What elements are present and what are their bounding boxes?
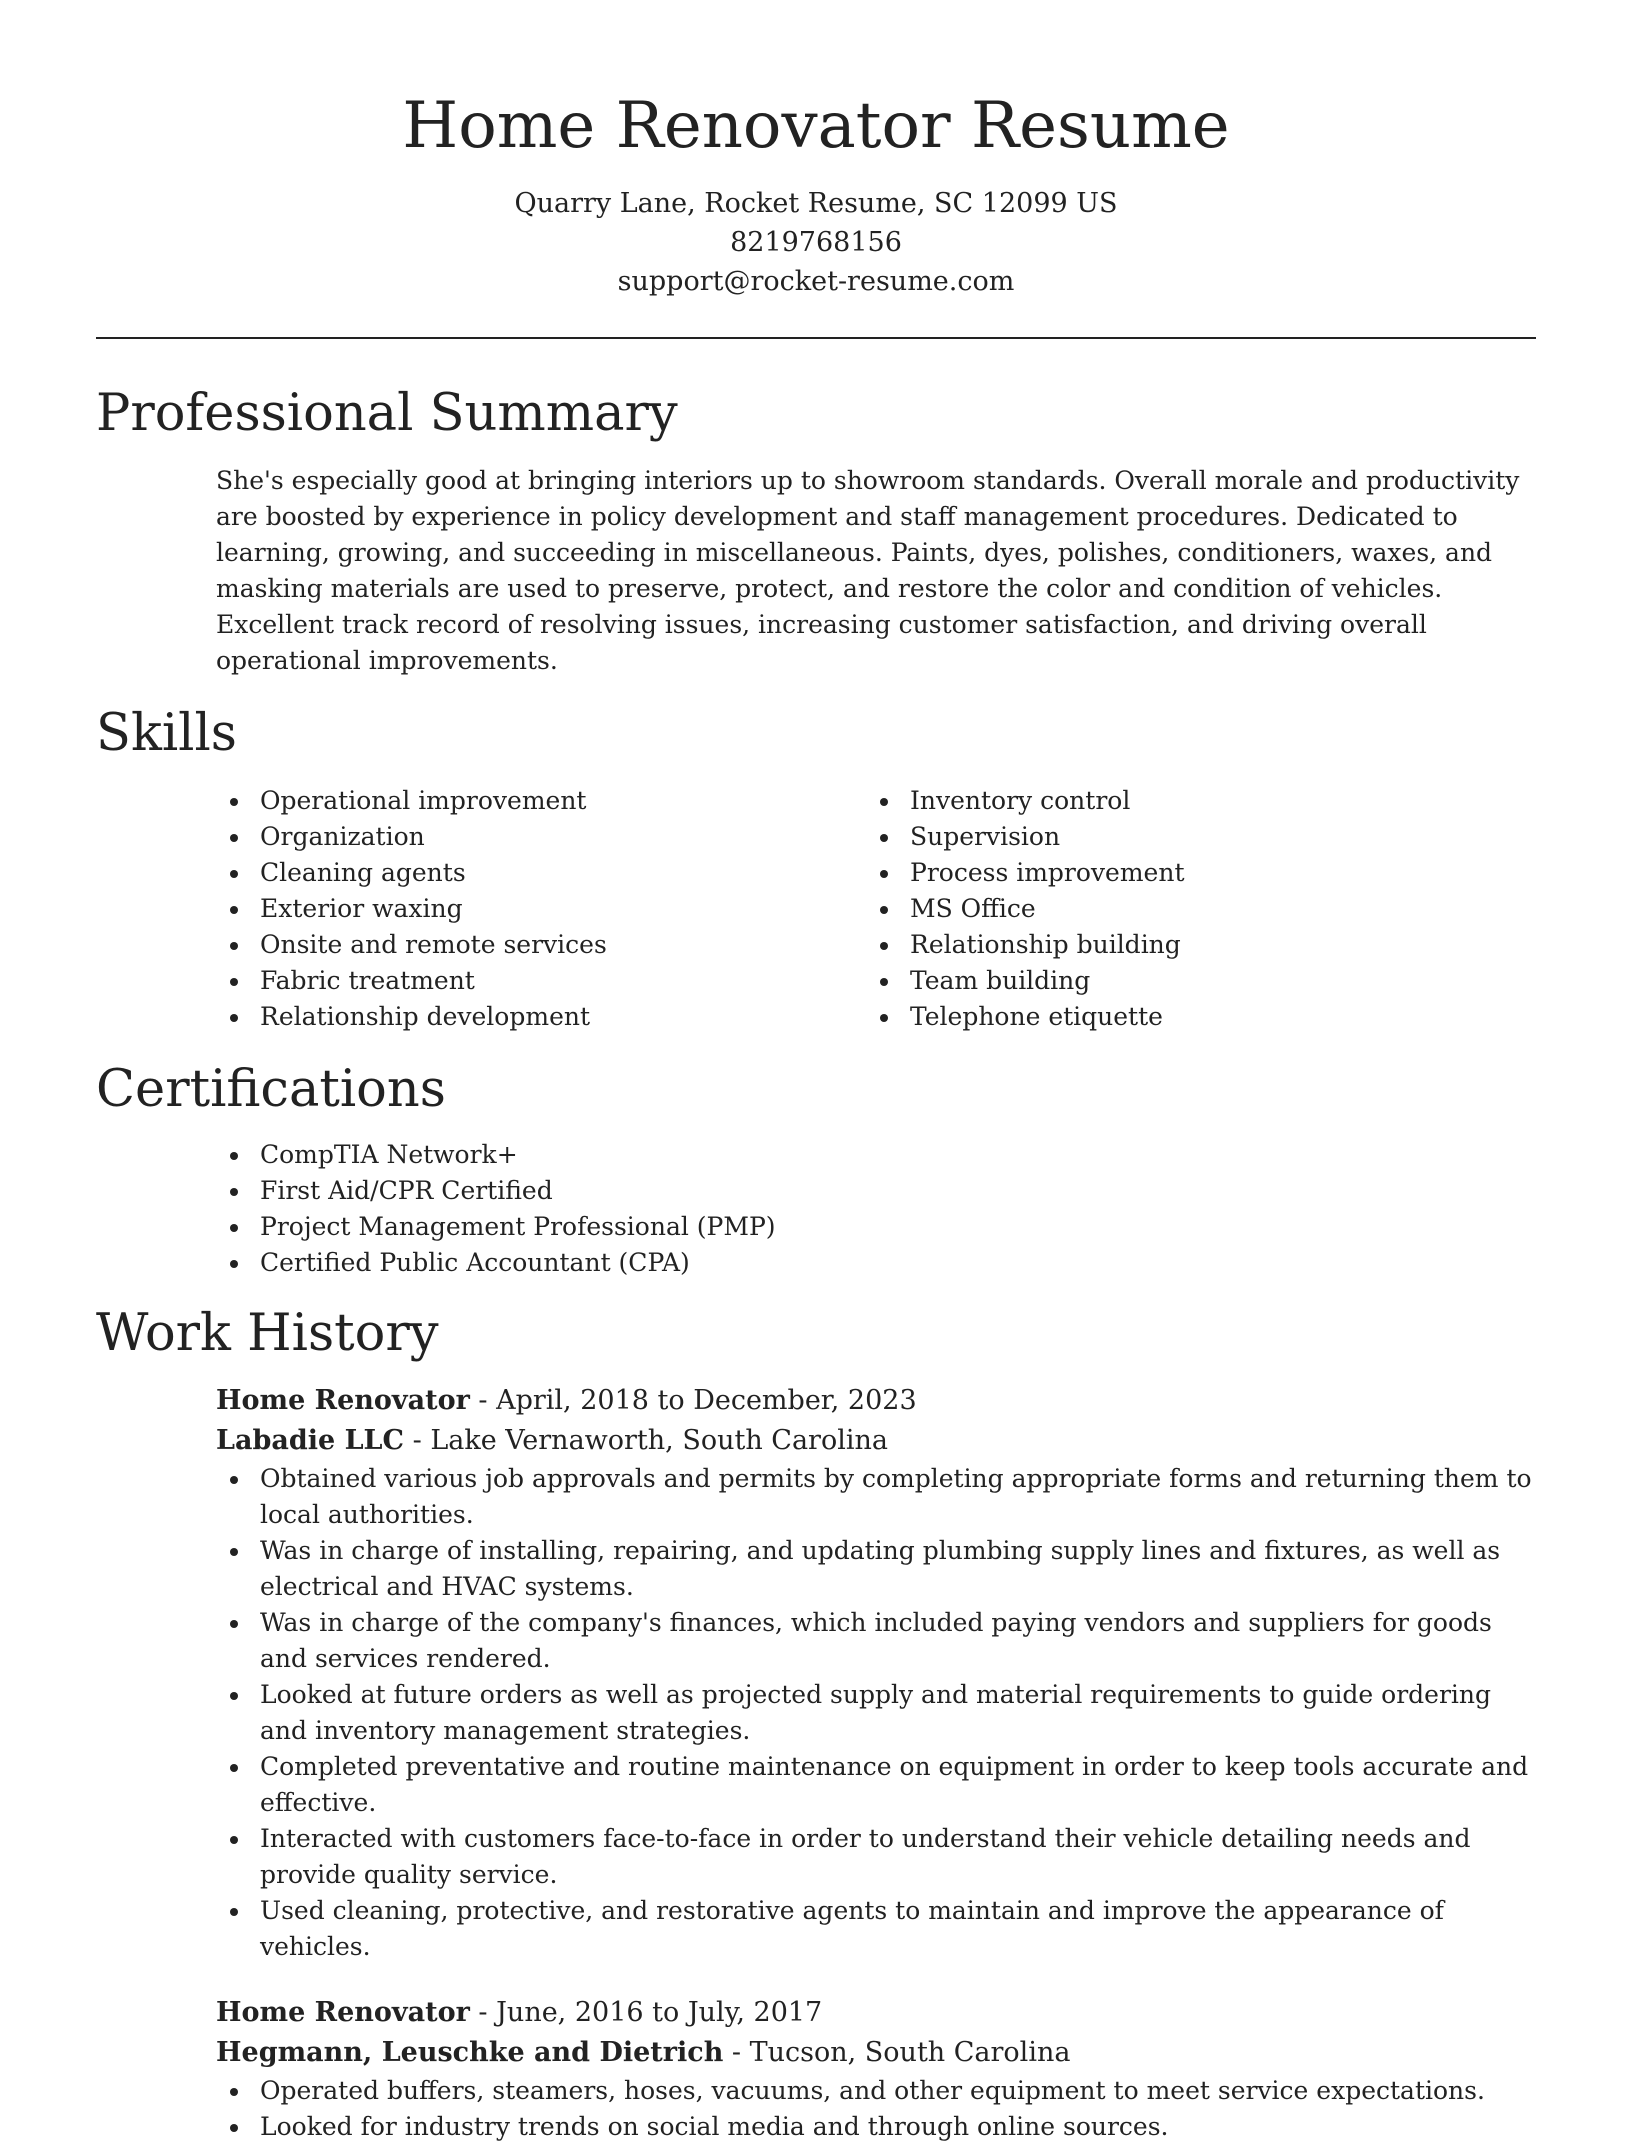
job-company: Labadie LLC (216, 1425, 405, 1456)
summary-body (216, 463, 1536, 679)
skill-item: Team building (866, 963, 1516, 999)
job-duty-item: Was in charge of installing, repairing, and updating plumbing supply lines and fixtures, as well as electrical and HVAC systems. (216, 1533, 1536, 1605)
job-duty-item: Completed preventative and routine maintenance on equipment in order to keep tools accurate and effective. (216, 1749, 1536, 1821)
skill-item: Organization (216, 819, 866, 855)
certification-item: First Aid/CPR Certified (216, 1173, 1536, 1209)
summary-text: She's especially good at bringing interiors up to showroom standards. Overall morale and productivity are boosted by experience in policy development and staff management procedures. Dedicated to learning, growing, and succeeding in miscellaneous. Paints, dyes, polishes, conditioners, waxes, and masking materials are used to preserve, protect, and restore the color and condition of vehicles. Excellent track record of resolving issues, increasing customer satisfaction, and driving overall operational improvements. (216, 466, 1520, 675)
work-heading: Work History (96, 1304, 439, 1363)
summary-heading: Professional Summary (96, 384, 678, 443)
job-title-line (216, 1993, 1536, 2033)
skill-item: Relationship development (216, 999, 866, 1035)
job-employer-line (216, 1421, 1536, 1461)
skill-item: Operational improvement (216, 783, 866, 819)
skills-column-left (216, 783, 866, 1035)
resume-page (96, 0, 1536, 2145)
contact-address: Quarry Lane, Rocket Resume, SC 12099 US (514, 188, 1118, 219)
skills-heading: Skills (96, 704, 237, 763)
certifications-section (96, 1057, 1536, 1281)
skill-item: Relationship building (866, 927, 1516, 963)
job-dates: - April, 2018 to December, 2023 (469, 1385, 917, 1416)
resume-title: Home Renovator Resume (402, 89, 1230, 163)
job-duty-item: Operated buffers, steamers, hoses, vacuums, and other equipment to meet service expectations. (216, 2073, 1536, 2109)
skill-item: Supervision (866, 819, 1516, 855)
contact-block (96, 184, 1536, 301)
skill-item: Fabric treatment (216, 963, 866, 999)
skills-section (96, 701, 1536, 1035)
job-duties-list (216, 2073, 1536, 2145)
job-duty-item: Looked for industry trends on social media and through online sources. (216, 2109, 1536, 2145)
job-duty-item: Obtained various job approvals and permits by completing appropriate forms and returning them to local authorities. (216, 1461, 1536, 1533)
job-entry (216, 1993, 1536, 2145)
job-duty-item: Was in charge of the company's finances, which included paying vendors and suppliers for goods and services rendered. (216, 1605, 1536, 1677)
certifications-body (216, 1137, 1536, 1281)
skill-item: Exterior waxing (216, 891, 866, 927)
certification-item: Project Management Professional (PMP) (216, 1209, 1536, 1245)
job-dates: - June, 2016 to July, 2017 (469, 1997, 823, 2028)
job-employer-line (216, 2033, 1536, 2073)
certifications-heading: Certifications (96, 1060, 446, 1119)
job-duties-list (216, 1461, 1536, 1965)
skill-item: Process improvement (866, 855, 1516, 891)
summary-section (96, 381, 1536, 679)
header-divider (96, 337, 1536, 339)
certification-item: Certified Public Accountant (CPA) (216, 1245, 1536, 1281)
skills-column-right (866, 783, 1516, 1035)
contact-phone: 8219768156 (730, 227, 902, 258)
certifications-list (216, 1137, 1536, 1281)
job-duty-item: Looked at future orders as well as projected supply and material requirements to guide ordering and inventory management strategies. (216, 1677, 1536, 1749)
skill-item: Telephone etiquette (866, 999, 1516, 1035)
work-section (96, 1301, 1536, 2145)
job-entry (216, 1381, 1536, 1965)
skills-grid (216, 783, 1536, 1035)
skill-item: MS Office (866, 891, 1516, 927)
job-duty-item: Interacted with customers face-to-face in order to understand their vehicle detailing needs and provide quality service. (216, 1821, 1536, 1893)
skill-item: Inventory control (866, 783, 1516, 819)
job-location: - Tucson, South Carolina (723, 2037, 1071, 2068)
contact-email: support@rocket-resume.com (617, 266, 1015, 297)
skill-item: Cleaning agents (216, 855, 866, 891)
job-duty-item: Used cleaning, protective, and restorative agents to maintain and improve the appearance of vehicles. (216, 1893, 1536, 1965)
job-position: Home Renovator (216, 1385, 470, 1416)
job-position: Home Renovator (216, 1997, 470, 2028)
skill-item: Onsite and remote services (216, 927, 866, 963)
job-title-line (216, 1381, 1536, 1421)
job-location: - Lake Vernaworth, South Carolina (404, 1425, 888, 1456)
certification-item: CompTIA Network+ (216, 1137, 1536, 1173)
job-company: Hegmann, Leuschke and Dietrich (216, 2037, 724, 2068)
resume-header (96, 0, 1536, 339)
